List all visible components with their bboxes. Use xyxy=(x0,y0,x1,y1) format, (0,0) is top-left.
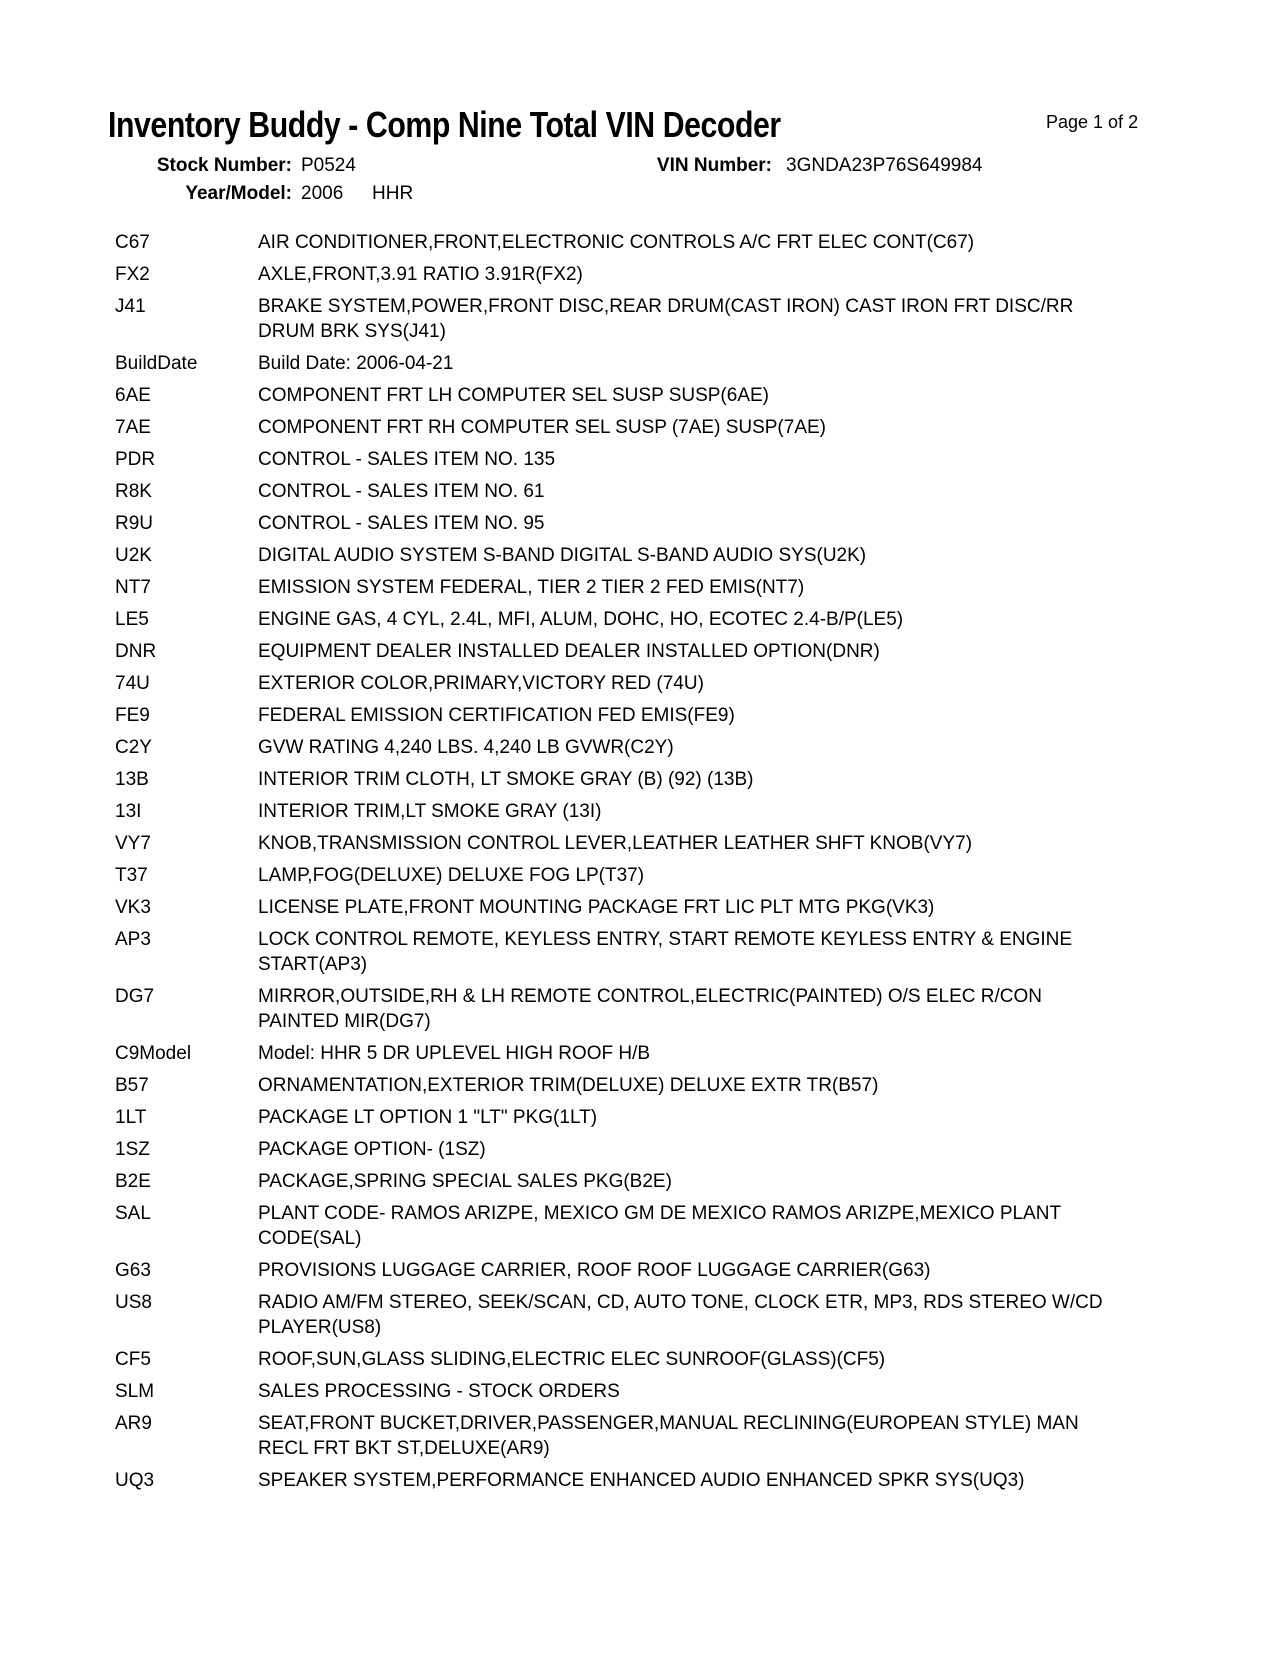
option-description: CONTROL - SALES ITEM NO. 61 xyxy=(258,481,545,502)
stock-number-value: P0524 xyxy=(301,155,356,176)
option-code: LE5 xyxy=(115,609,149,630)
year-model-label: Year/Model: xyxy=(185,183,292,204)
option-row xyxy=(115,1411,1115,1461)
option-description: COMPONENT FRT RH COMPUTER SEL SUSP (7AE) SUSP(7AE) xyxy=(258,417,826,438)
option-row xyxy=(115,703,1115,728)
option-code: BuildDate xyxy=(115,353,198,374)
option-row xyxy=(115,767,1115,792)
option-code: DNR xyxy=(115,641,157,662)
option-row xyxy=(115,294,1115,344)
option-row xyxy=(115,799,1115,824)
option-code: CF5 xyxy=(115,1349,151,1370)
option-code: C2Y xyxy=(115,737,152,758)
option-code: SAL xyxy=(115,1203,151,1224)
option-code: B57 xyxy=(115,1075,149,1096)
option-description: SEAT,FRONT BUCKET,DRIVER,PASSENGER,MANUAL RECLINING(EUROPEAN STYLE) MAN RECL FRT BKT ST,DELUXE(AR9) xyxy=(258,1413,1079,1459)
option-description: LAMP,FOG(DELUXE) DELUXE FOG LP(T37) xyxy=(258,865,645,886)
option-code: FX2 xyxy=(115,264,150,285)
option-row xyxy=(115,735,1115,760)
option-row xyxy=(115,447,1115,472)
vin-number-label: VIN Number: xyxy=(656,155,772,176)
option-row xyxy=(115,479,1115,504)
option-description: GVW RATING 4,240 LBS. 4,240 LB GVWR(C2Y) xyxy=(258,737,674,758)
option-description: EMISSION SYSTEM FEDERAL, TIER 2 TIER 2 FED EMIS(NT7) xyxy=(258,577,805,598)
option-code: VY7 xyxy=(115,833,151,854)
option-row xyxy=(115,984,1115,1034)
option-code: B2E xyxy=(115,1171,151,1192)
option-description: SPEAKER SYSTEM,PERFORMANCE ENHANCED AUDIO ENHANCED SPKR SYS(UQ3) xyxy=(258,1470,1025,1491)
option-code: SLM xyxy=(115,1381,155,1402)
option-row xyxy=(115,1137,1115,1162)
option-code: C67 xyxy=(115,232,150,253)
option-row xyxy=(115,1041,1115,1066)
vin-number-value: 3GNDA23P76S649984 xyxy=(786,155,983,176)
option-row xyxy=(115,1073,1115,1098)
option-code: 6AE xyxy=(115,385,151,406)
option-row xyxy=(115,895,1115,920)
stock-number-label: Stock Number: xyxy=(156,155,292,176)
option-description: RADIO AM/FM STEREO, SEEK/SCAN, CD, AUTO TONE, CLOCK ETR, MP3, RDS STEREO W/CD PLAYER(US8) xyxy=(258,1292,1103,1338)
option-description: INTERIOR TRIM,LT SMOKE GRAY (13I) xyxy=(258,801,602,822)
option-row xyxy=(115,415,1115,440)
option-code: 13I xyxy=(115,801,142,822)
option-description: Model: HHR 5 DR UPLEVEL HIGH ROOF H/B xyxy=(258,1043,651,1064)
option-row xyxy=(115,863,1115,888)
option-description: EXTERIOR COLOR,PRIMARY,VICTORY RED (74U) xyxy=(258,673,704,694)
option-code: 13B xyxy=(115,769,149,790)
options-list xyxy=(115,230,1115,1500)
option-row xyxy=(115,575,1115,600)
option-code: PDR xyxy=(115,449,156,470)
option-description: AIR CONDITIONER,FRONT,ELECTRONIC CONTROLS A/C FRT ELEC CONT(C67) xyxy=(258,232,975,253)
option-row xyxy=(115,831,1115,856)
option-code: G63 xyxy=(115,1260,151,1281)
option-code: NT7 xyxy=(115,577,151,598)
option-row xyxy=(115,1201,1115,1251)
option-description: EQUIPMENT DEALER INSTALLED DEALER INSTALLED OPTION(DNR) xyxy=(258,641,880,662)
option-code: FE9 xyxy=(115,705,150,726)
option-row xyxy=(115,1105,1115,1130)
year-value: 2006 xyxy=(301,183,344,204)
option-description: SALES PROCESSING - STOCK ORDERS xyxy=(258,1381,620,1402)
option-code: 1LT xyxy=(115,1107,147,1128)
option-code: R9U xyxy=(115,513,154,534)
option-description: COMPONENT FRT LH COMPUTER SEL SUSP SUSP(6AE) xyxy=(258,385,769,406)
option-code: J41 xyxy=(115,296,146,317)
option-row xyxy=(115,607,1115,632)
option-code: AR9 xyxy=(115,1413,152,1434)
page-title: Inventory Buddy - Comp Nine Total VIN Decoder xyxy=(108,104,781,145)
option-description: ROOF,SUN,GLASS SLIDING,ELECTRIC ELEC SUNROOF(GLASS)(CF5) xyxy=(258,1349,886,1370)
option-row xyxy=(115,511,1115,536)
option-description: ORNAMENTATION,EXTERIOR TRIM(DELUXE) DELUXE EXTR TR(B57) xyxy=(258,1075,879,1096)
page-number-indicator: Page 1 of 2 xyxy=(1046,112,1139,132)
option-row xyxy=(115,1347,1115,1372)
option-code: US8 xyxy=(115,1292,152,1313)
option-description: DIGITAL AUDIO SYSTEM S-BAND DIGITAL S-BAND AUDIO SYS(U2K) xyxy=(258,545,867,566)
option-description: Build Date: 2006-04-21 xyxy=(258,353,454,374)
option-description: INTERIOR TRIM CLOTH, LT SMOKE GRAY (B) (92) (13B) xyxy=(258,769,754,790)
option-description: ENGINE GAS, 4 CYL, 2.4L, MFI, ALUM, DOHC, HO, ECOTEC 2.4-B/P(LE5) xyxy=(258,609,904,630)
option-row xyxy=(115,1468,1115,1493)
option-description: LOCK CONTROL REMOTE, KEYLESS ENTRY, START REMOTE KEYLESS ENTRY & ENGINE START(AP3) xyxy=(258,929,1073,975)
option-code: 1SZ xyxy=(115,1139,150,1160)
option-description: MIRROR,OUTSIDE,RH & LH REMOTE CONTROL,ELECTRIC(PAINTED) O/S ELEC R/CON PAINTED MIR(DG7) xyxy=(258,986,1043,1032)
option-row xyxy=(115,1290,1115,1340)
option-row xyxy=(115,1258,1115,1283)
option-description: AXLE,FRONT,3.91 RATIO 3.91R(FX2) xyxy=(258,264,583,285)
option-code: T37 xyxy=(115,865,148,886)
option-code: R8K xyxy=(115,481,152,502)
option-code: 7AE xyxy=(115,417,151,438)
option-code: U2K xyxy=(115,545,152,566)
option-row xyxy=(115,1379,1115,1404)
option-description: PACKAGE,SPRING SPECIAL SALES PKG(B2E) xyxy=(258,1171,672,1192)
option-description: PACKAGE LT OPTION 1 "LT" PKG(1LT) xyxy=(258,1107,598,1128)
option-code: 74U xyxy=(115,673,150,694)
option-row xyxy=(115,543,1115,568)
option-row xyxy=(115,927,1115,977)
option-row xyxy=(115,351,1115,376)
option-description: PROVISIONS LUGGAGE CARRIER, ROOF ROOF LUGGAGE CARRIER(G63) xyxy=(258,1260,931,1281)
option-code: C9Model xyxy=(115,1043,192,1064)
option-row xyxy=(115,671,1115,696)
option-row xyxy=(115,639,1115,664)
option-description: PLANT CODE- RAMOS ARIZPE, MEXICO GM DE MEXICO RAMOS ARIZPE,MEXICO PLANT CODE(SAL) xyxy=(258,1203,1061,1249)
option-description: CONTROL - SALES ITEM NO. 95 xyxy=(258,513,545,534)
option-row xyxy=(115,230,1115,255)
option-description: PACKAGE OPTION- (1SZ) xyxy=(258,1139,486,1160)
option-code: AP3 xyxy=(115,929,151,950)
option-description: KNOB,TRANSMISSION CONTROL LEVER,LEATHER LEATHER SHFT KNOB(VY7) xyxy=(258,833,973,854)
option-description: LICENSE PLATE,FRONT MOUNTING PACKAGE FRT LIC PLT MTG PKG(VK3) xyxy=(258,897,935,918)
option-code: DG7 xyxy=(115,986,155,1007)
option-row xyxy=(115,383,1115,408)
model-value: HHR xyxy=(372,183,414,204)
option-row xyxy=(115,262,1115,287)
option-description: FEDERAL EMISSION CERTIFICATION FED EMIS(FE9) xyxy=(258,705,735,726)
option-code: VK3 xyxy=(115,897,151,918)
option-code: UQ3 xyxy=(115,1470,155,1491)
option-description: BRAKE SYSTEM,POWER,FRONT DISC,REAR DRUM(CAST IRON) CAST IRON FRT DISC/RR DRUM BRK SYS(J41) xyxy=(258,296,1074,342)
option-description: CONTROL - SALES ITEM NO. 135 xyxy=(258,449,556,470)
option-row xyxy=(115,1169,1115,1194)
